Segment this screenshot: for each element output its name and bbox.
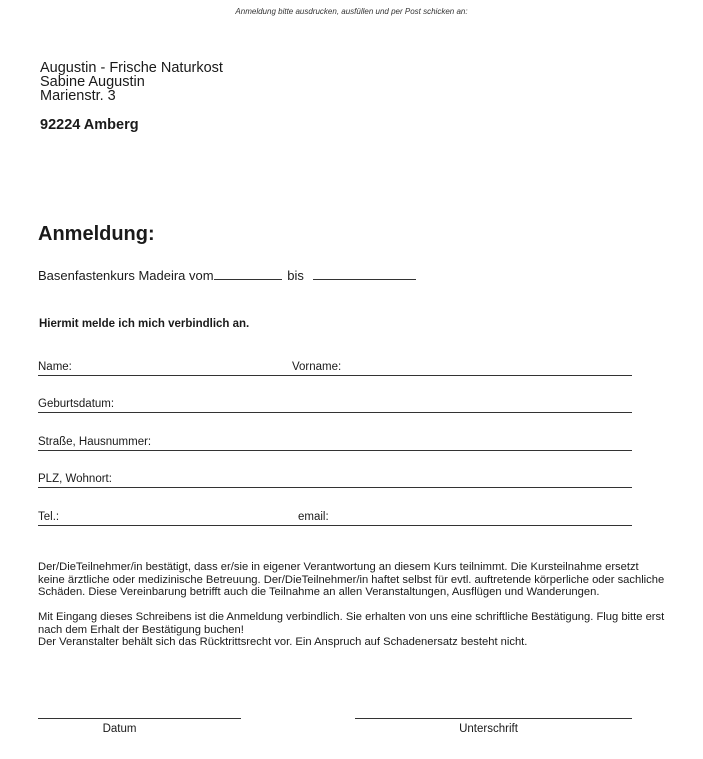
bis-label: bis [287, 268, 304, 283]
vorname-label: Vorname: [292, 361, 342, 373]
strasse-label: Straße, Hausnummer: [38, 436, 152, 448]
confirmation-statement: Hiermit melde ich mich verbindlich an. [39, 318, 250, 330]
plz-row[interactable] [38, 471, 632, 488]
name-row[interactable] [38, 359, 632, 376]
email-label: email: [298, 511, 329, 523]
date-from-field[interactable] [214, 265, 282, 280]
page-title: Anmeldung: [38, 223, 155, 245]
binding-text: Mit Eingang dieses Schreibens ist die Anmeldung verbindlich. Sie erhalten von uns eine schriftliche Bestätigung. Flug bitte erst nach dem Erhalt der Bestätigung buchen! [38, 611, 665, 636]
address-line-street: Marienstr. 3 [40, 88, 116, 104]
plz-label: PLZ, Wohnort: [38, 473, 112, 485]
date-to-field[interactable] [313, 265, 416, 280]
geburtsdatum-row[interactable] [38, 396, 632, 413]
datum-line[interactable] [38, 718, 241, 719]
unterschrift-label: Unterschrift [459, 723, 518, 735]
address-city: 92224 Amberg [40, 117, 139, 133]
tel-label: Tel.: [38, 511, 60, 523]
course-label: Basenfastenkurs Madeira vom [38, 268, 214, 283]
strasse-row[interactable] [38, 434, 632, 451]
address-line-company: Augustin - Frische Naturkost [40, 60, 223, 76]
course-dates-line [38, 265, 416, 283]
name-label: Name: [38, 361, 72, 373]
tel-row[interactable] [38, 509, 632, 526]
geburtsdatum-label: Geburtsdatum: [38, 398, 115, 410]
binding-paragraph [38, 611, 668, 649]
datum-label: Datum [102, 723, 137, 735]
withdrawal-text: Der Veranstalter behält sich das Rücktrittsrecht vor. Ein Anspruch auf Schadenersatz besteht nicht. [38, 636, 528, 648]
liability-paragraph: Der/DieTeilnehmer/in bestätigt, dass er/sie in eigener Verantwortung an diesem Kurs teilnimmt. Die Kursteilnahme ersetzt keine ärztliche oder medizinische Betreuung. Der/DieTeilnehmer/in haftet selbst für evtl. auftretende körperliche oder sachliche Schäden. Diese Vereinbarung betrifft auch die Teilnahme an allen Veranstaltungen, Ausflügen und Wanderungen. [38, 561, 665, 598]
print-instruction: Anmeldung bitte ausdrucken, ausfüllen und per Post schicken an: [235, 7, 468, 16]
unterschrift-line[interactable] [355, 718, 632, 719]
recipient-address [40, 61, 223, 103]
address-line-name: Sabine Augustin [40, 74, 145, 90]
